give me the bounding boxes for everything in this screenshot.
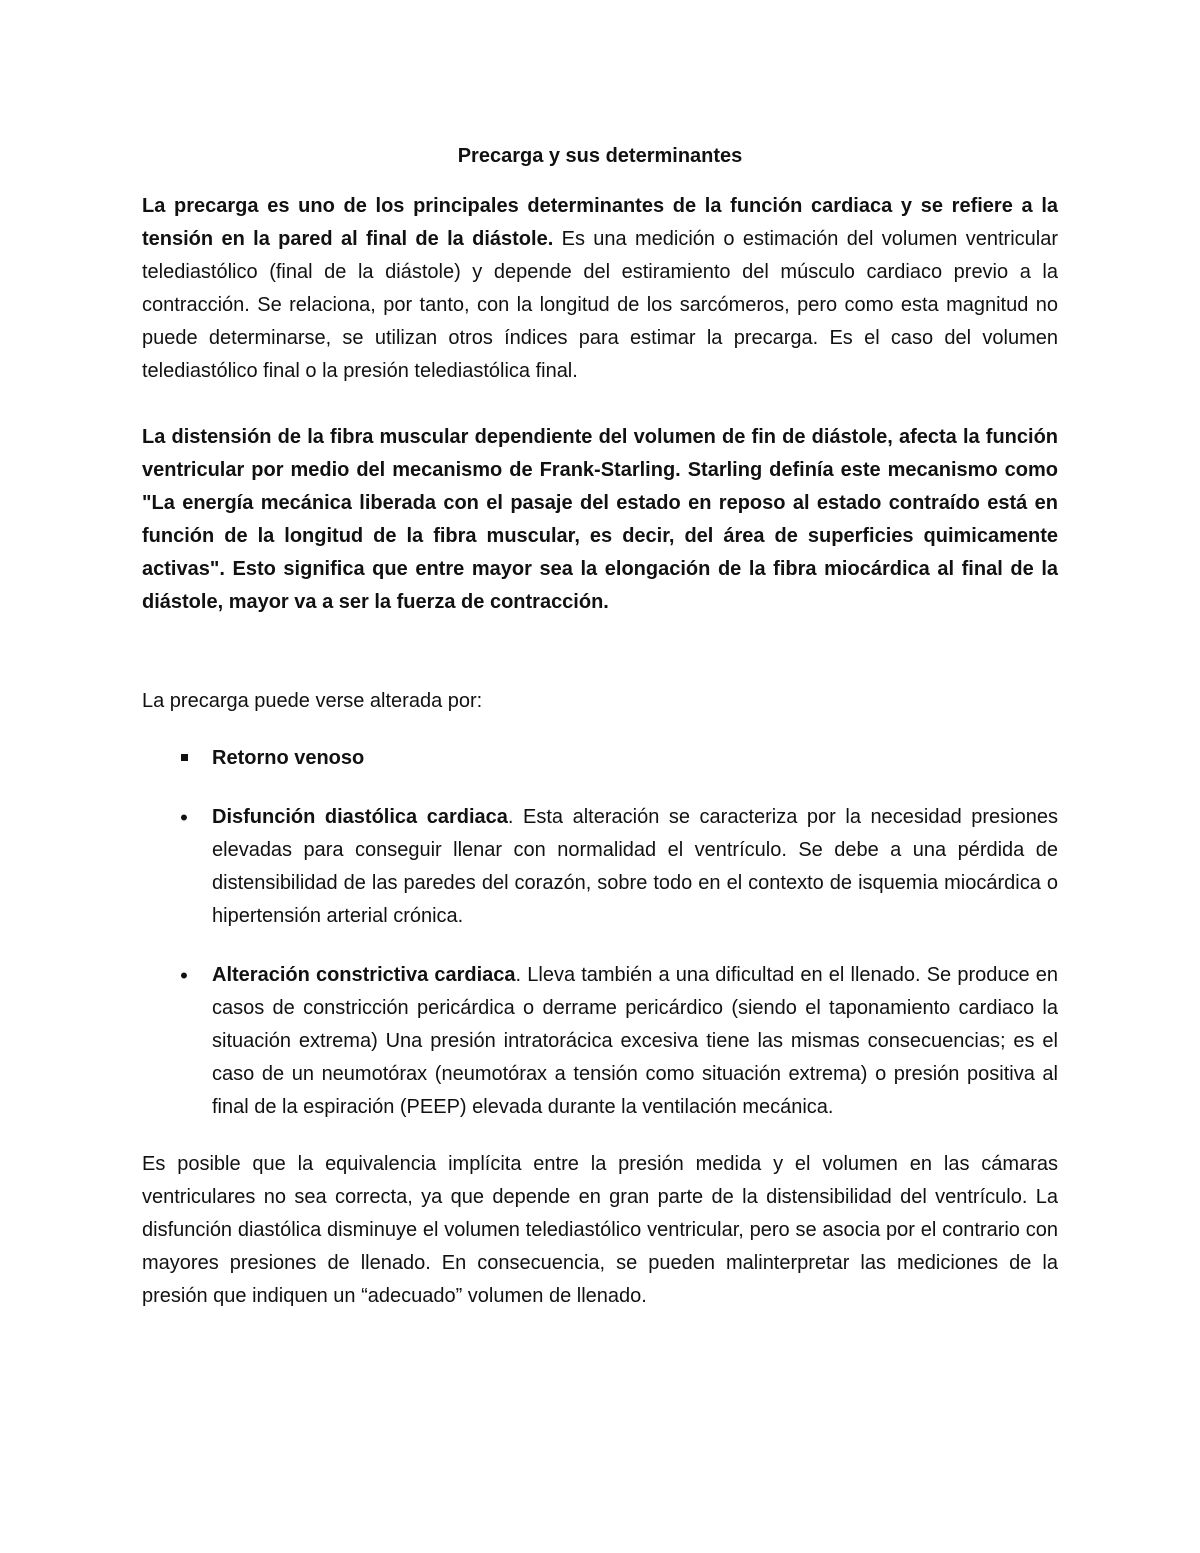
list-item-retorno-venoso	[142, 742, 1058, 775]
list-intro: La precarga puede verse alterada por:	[142, 690, 483, 712]
list-item-bold: Disfunción diastólica cardiaca	[212, 806, 508, 828]
list-item-bold: Alteración constrictiva cardiaca	[212, 964, 516, 986]
paragraph-frank-starling: La distensión de la fibra muscular dependiente del volumen de fin de diástole, afecta la función ventricular por medio del mecanismo de Frank-Starling. Starling definía este mecanismo como "La energía mecánica liberada con el pasaje del estado en reposo al estado contraído está en función de la longitud de la fibra muscular, es decir, del área de superficies quimicamente activas". Esto significa que entre mayor sea la elongación de la fibra miocárdica al final de la diástole, mayor va a ser la fuerza de contracción.	[142, 426, 1058, 613]
document-title: Precarga y sus determinantes	[457, 145, 743, 167]
document-page	[142, 140, 1058, 1313]
list-item-alteracion-constrictiva	[142, 959, 1058, 1124]
paragraph-definition	[142, 190, 1058, 388]
square-bullet-icon	[174, 742, 194, 775]
determinants-list	[142, 742, 1058, 1124]
paragraph-definition-bold: La precarga es uno de los principales determinantes de la función cardiaca y se refiere a la tensión en la pared al final de la diástole.	[142, 195, 1058, 250]
list-item-bold: Retorno venoso	[212, 747, 365, 769]
list-item-text: . Lleva también a una dificultad en el llenado. Se produce en casos de constricción pericárdica o derrame pericárdico (siendo el taponamiento cardiaco la situación extrema) Una presión intratorácica excesiva tiene las mismas consecuencias; es el caso de un neumotórax (neumotórax a tensión como situación extrema) o presión positiva al final de la espiración (PEEP) elevada durante la ventilación mecánica.	[212, 964, 1058, 1118]
paragraph-closing: Es posible que la equivalencia implícita entre la presión medida y el volumen en las cámaras ventriculares no sea correcta, ya que depende en gran parte de la distensibilidad del ventrículo. La disfunción diastólica disminuye el volumen telediastólico ventricular, pero se asocia por el contrario con mayores presiones de llenado. En consecuencia, se pueden malinterpretar las mediciones de la presión que indiquen un “adecuado” volumen de llenado.	[142, 1153, 1058, 1307]
paragraph-definition-text: Es una medición o estimación del volumen ventricular telediastólico (final de la diástole) y depende del estiramiento del músculo cardiaco previo a la contracción. Se relaciona, por tanto, con la longitud de los sarcómeros, pero como esta magnitud no puede determinarse, se utilizan otros índices para estimar la precarga. Es el caso del volumen telediastólico final o la presión telediastólica final.	[142, 228, 1058, 382]
list-item-text: . Esta alteración se caracteriza por la necesidad presiones elevadas para conseguir llenar con normalidad el ventrículo. Se debe a una pérdida de distensibilidad de las paredes del corazón, sobre todo en el contexto de isquemia miocárdica o hipertensión arterial crónica.	[212, 806, 1058, 927]
dot-bullet-icon	[174, 959, 194, 994]
dot-bullet-icon	[174, 801, 194, 836]
list-item-disfuncion-diastolica	[142, 801, 1058, 933]
